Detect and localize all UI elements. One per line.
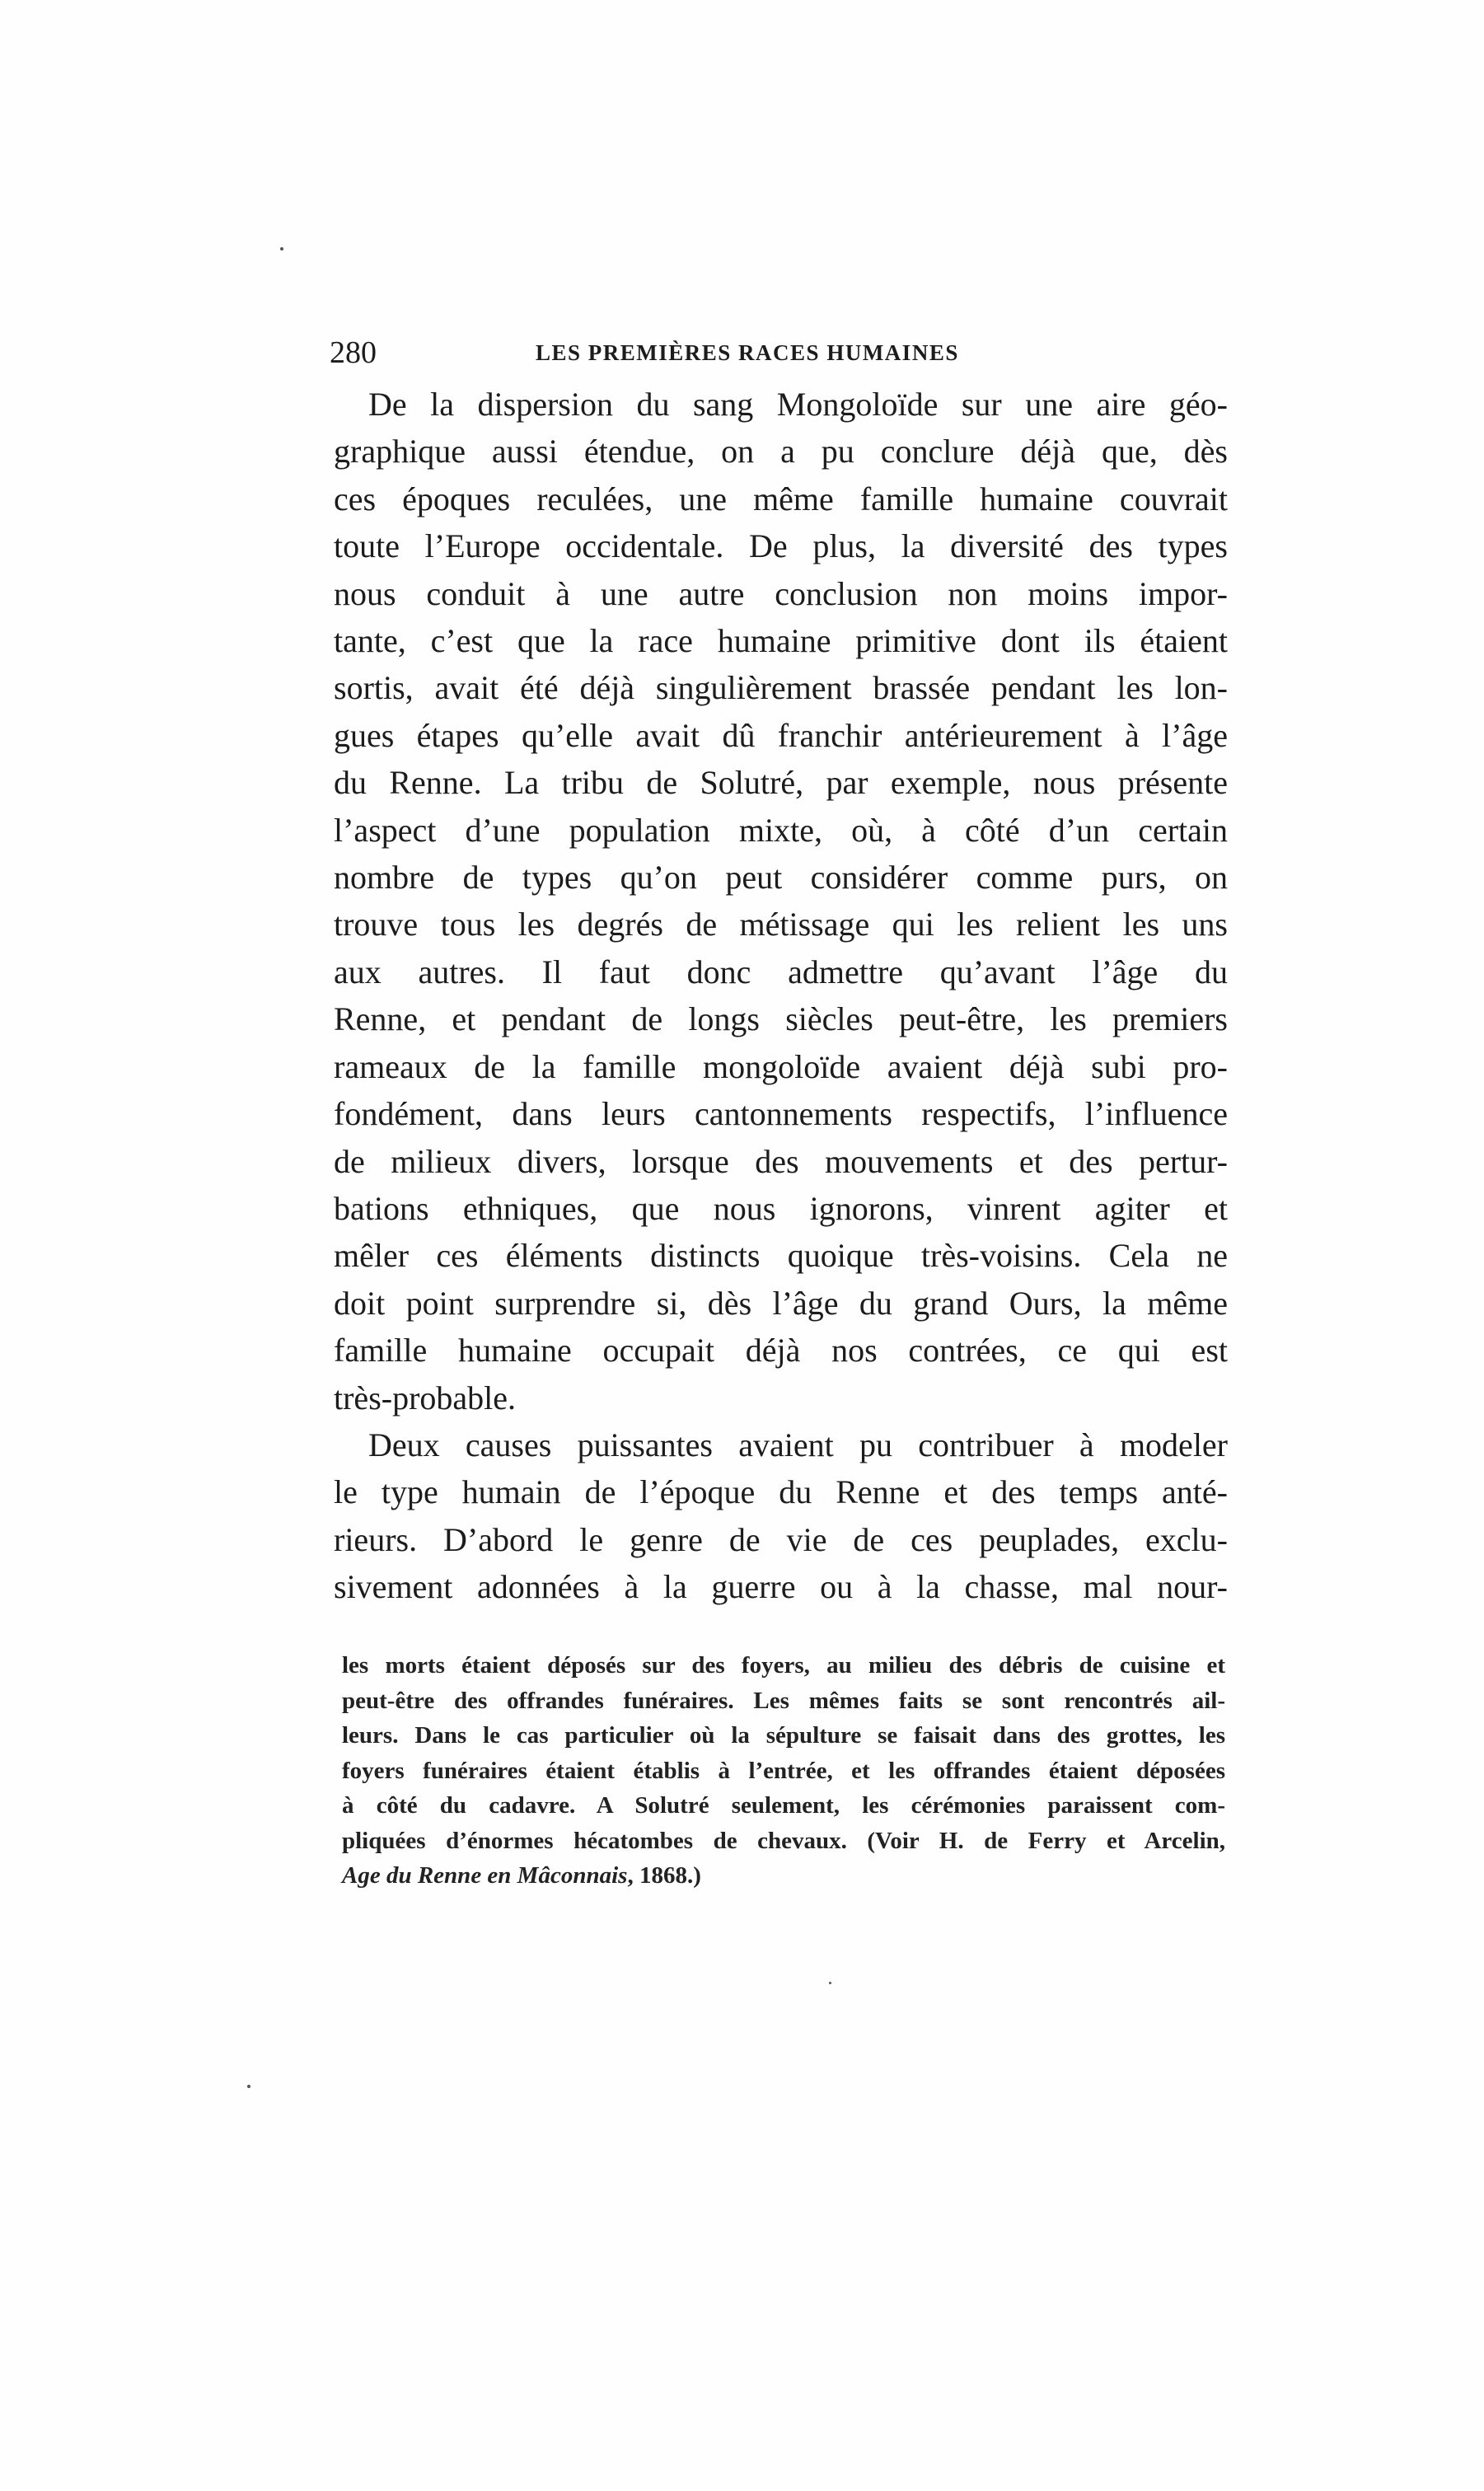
text-line: sortis, avait été déjà singulièrement brassée pendant les lon- <box>334 669 1228 707</box>
paper-speck <box>280 247 283 251</box>
footnote-line: foyers funéraires étaient établis à l’entrée, et les offrandes étaient déposées <box>342 1757 1225 1784</box>
text-line: l’aspect d’une population mixte, où, à côté d’un certain <box>334 811 1228 849</box>
text-line: Renne, et pendant de longs siècles peut-être, les premiers <box>334 1000 1228 1038</box>
text-line: du Renne. La tribu de Solutré, par exemple, nous présente <box>334 764 1228 802</box>
text-line: gues étapes qu’elle avait dû franchir antérieurement à l’âge <box>334 716 1228 754</box>
text-line: très-probable. <box>334 1379 517 1416</box>
text-line: sivement adonnées à la guerre ou à la chasse, mal nour- <box>334 1568 1228 1606</box>
text-line: bations ethniques, que nous ignorons, vinrent agiter et <box>334 1189 1228 1227</box>
footnote <box>342 1648 1225 1894</box>
text-line: de milieux divers, lorsque des mouvements et des pertur- <box>334 1142 1228 1180</box>
footnote-line: leurs. Dans le cas particulier où la sépulture se faisait dans des grottes, les <box>342 1722 1225 1749</box>
paper-speck <box>247 2085 250 2088</box>
text-line: Deux causes puissantes avaient pu contribuer à modeler <box>368 1426 1228 1463</box>
footnote-citation-title: Age du Renne en Mâconnais <box>342 1862 628 1889</box>
text-line: doit point surprendre si, dès l’âge du grand Ours, la même <box>334 1284 1228 1322</box>
footnote-line: pliquées d’énormes hécatombes de chevaux. (Voir H. de Ferry et Arcelin, <box>342 1827 1225 1854</box>
footnote-line <box>342 1858 1225 1894</box>
text-line: toute l’Europe occidentale. De plus, la diversité des types <box>334 527 1228 565</box>
text-line: aux autres. Il faut donc admettre qu’avant l’âge du <box>334 953 1228 990</box>
text-line: trouve tous les degrés de métissage qui les relient les uns <box>334 906 1228 943</box>
footnote-line: les morts étaient déposés sur des foyers, au milieu des débris de cuisine et <box>342 1652 1225 1679</box>
running-head: LES PREMIÈRES RACES HUMAINES <box>536 340 959 365</box>
body-text <box>334 381 1228 1611</box>
text-line: tante, c’est que la race humaine primitive dont ils étaient <box>334 622 1228 660</box>
page-header <box>330 328 1228 377</box>
paragraph-2 <box>334 1421 1228 1611</box>
text-line: mêler ces éléments distincts quoique très-voisins. Cela ne <box>334 1237 1228 1275</box>
text-line: rieurs. D’abord le genre de vie de ces peuplades, exclu- <box>334 1520 1228 1558</box>
page-number: 280 <box>330 335 377 370</box>
paragraph-1 <box>334 381 1228 1421</box>
text-line: ces époques reculées, une même famille humaine couvrait <box>334 480 1228 517</box>
text-line: nous conduit à une autre conclusion non moins impor- <box>334 574 1228 612</box>
text-line: De la dispersion du sang Mongoloïde sur une aire géo- <box>368 386 1228 423</box>
text-line: nombre de types qu’on peut considérer comme purs, on <box>334 859 1228 897</box>
footnote-line: peut-être des offrandes funéraires. Les mêmes faits se sont rencontrés ail- <box>342 1687 1225 1714</box>
text-line: famille humaine occupait déjà nos contrées, ce qui est <box>334 1332 1228 1370</box>
paper-speck <box>829 1982 831 1984</box>
text-line: graphique aussi étendue, on a pu conclure déjà que, dès <box>334 433 1228 471</box>
text-line: le type humain de l’époque du Renne et des temps anté- <box>334 1473 1228 1511</box>
text-line: rameaux de la famille mongoloïde avaient déjà subi pro- <box>334 1047 1228 1085</box>
text-line: fondément, dans leurs cantonnements respectifs, l’influence <box>334 1095 1228 1133</box>
footnote-line: à côté du cadavre. A Solutré seulement, les cérémonies paraissent com- <box>342 1792 1225 1819</box>
footnote-citation-year: , 1868.) <box>627 1862 701 1889</box>
